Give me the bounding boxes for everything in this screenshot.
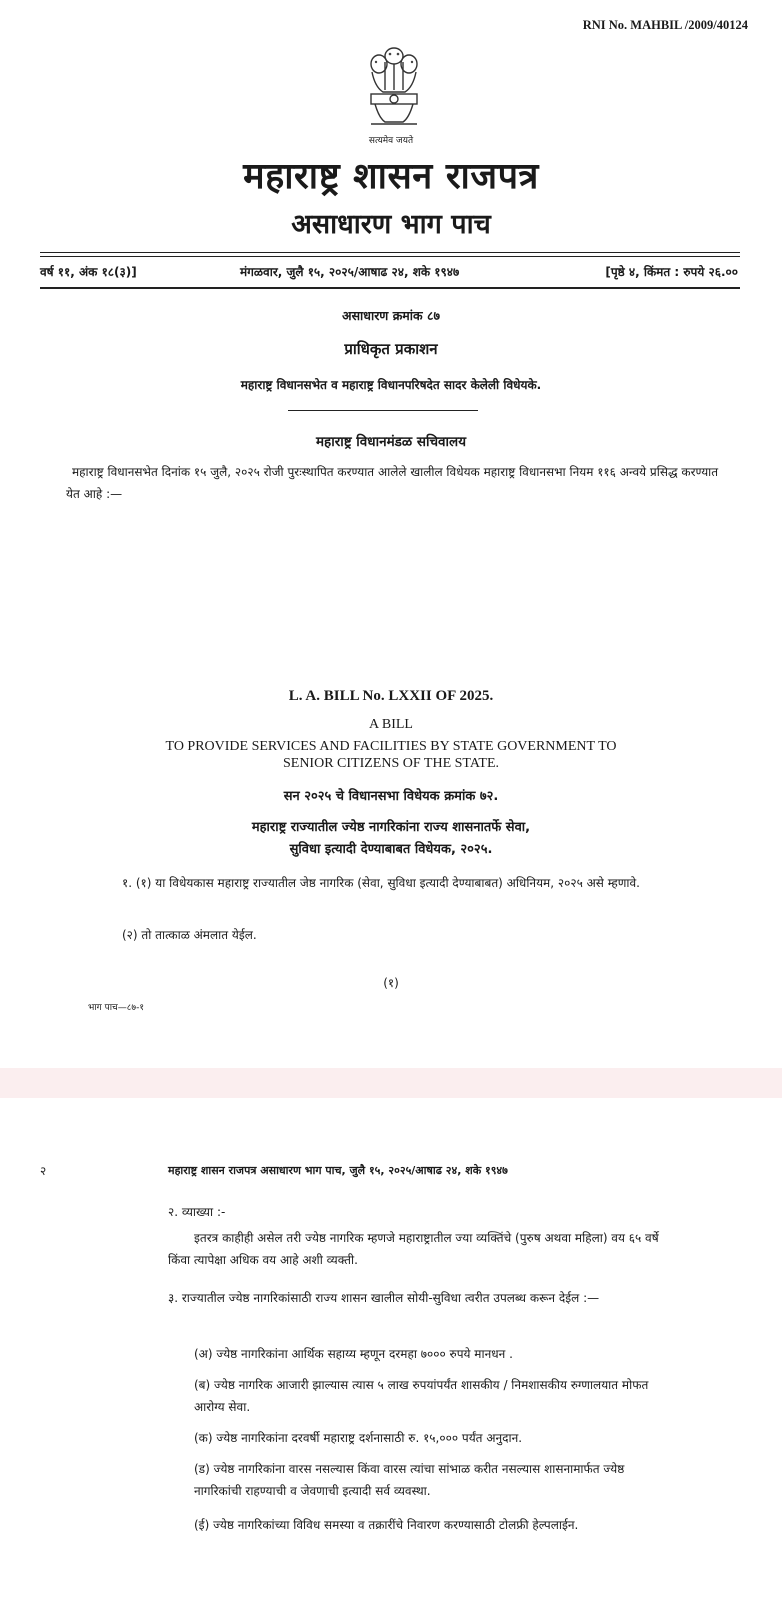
page-number: (१) (383, 976, 399, 990)
extraordinary-number: असाधारण क्रमांक ८७ (342, 308, 440, 323)
clause-a: (अ) ज्येष्ठ नागरिकांना आर्थिक सहाय्य म्हणून दरमहा ७००० रुपये मानधन . (194, 1347, 513, 1361)
authority-heading: प्राधिकृत प्रकाशन (344, 340, 438, 358)
clause-c: (क) ज्येष्ठ नागरिकांना दरवर्षी महाराष्ट्र दर्शनासाठी रु. १५,००० पर्यंत अनुदान. (194, 1431, 523, 1445)
clause-e: (ई) ज्येष्ठ नागरिकांच्या विविध समस्या व तक्रारींचे निवारण करण्यासाठी टोलफ्री हेल्पलाईन. (194, 1518, 579, 1532)
section-2-heading: २. व्याख्या :- (168, 1205, 226, 1219)
bill-purpose-line2: SENIOR CITIZENS OF THE STATE. (282, 756, 499, 771)
emblem-motto: सत्यमेव जयते (368, 136, 414, 146)
rni-number: RNI No. MAHBIL /2009/40124 (582, 18, 748, 32)
issue-number: वर्ष ११, अंक १८(३)] (40, 265, 137, 279)
page2-number: २ (40, 1164, 47, 1178)
bill-title-marathi-line1: महाराष्ट्र राज्यातील ज्येष्ठ नागरिकांना राज्य शासनातर्फे सेवा, (251, 820, 531, 835)
gazette-subtitle: असाधारण भाग पाच (291, 209, 491, 240)
pages-price: [पृष्ठे ४, किंमत : रुपये २६.०० (605, 265, 738, 279)
bill-purpose-line1: TO PROVIDE SERVICES AND FACILITIES BY STATE GOVERNMENT TO (165, 739, 617, 754)
clause-b: (ब) ज्येष्ठ नागरिक आजारी झाल्यास त्यास ५ लाख रुपयांपर्यंत शासकीय / निमशासकीय रुग्णालयात मोफत आरोग्य सेवा. (194, 1378, 649, 1414)
header-rule-top-double (40, 256, 740, 257)
bills-note: महाराष्ट्र विधानसभेत व महाराष्ट्र विधानपरिषदेत सादर केलेली विधेयके. (240, 378, 542, 392)
section-3-lead: ३. राज्यातील ज्येष्ठ नागरिकांसाठी राज्य शासन खालील सोयी-सुविधा त्वरीत उपलब्ध करून देईल :— (168, 1291, 600, 1305)
section-1: १. (१) या विधेयकास महाराष्ट्र राज्यातील जेष्ठ नागरिक (सेवा, सुविधा इत्यादी देण्याबाबत) अधिनियम, २०२५ असे म्हणावे. (122, 876, 640, 890)
page-footer: भाग पाच—८७-१ (88, 1003, 145, 1013)
section-divider (288, 410, 478, 411)
bill-title-marathi (120, 817, 662, 861)
page-separator (0, 1068, 782, 1098)
header-rule-bottom (40, 287, 740, 289)
national-emblem-icon (355, 42, 433, 142)
bill-purpose (100, 738, 682, 772)
section-1-sub-2: (२) तो तात्काळ अंमलात येईल. (122, 928, 257, 942)
section-2-body: इतरत्र काहीही असेल तरी ज्येष्ठ नागरिक म्हणजे महाराष्ट्रातील ज्या व्यक्तिंचे (पुरुष अथवा महिला) वय ६५ वर्षे किंवा त्यापेक्षा अधिक वय आहे अशी व्यक्ती. (168, 1231, 659, 1267)
clause-d: (ड) ज्येष्ठ नागरिकांना वारस नसल्यास किंवा वारस त्यांचा सांभाळ करीत नसल्यास शासनामार्फत ज्येष्ठ नागरिकांची राहण्याची व जेवणाची इत्यादी सर्व व्यवस्था. (194, 1462, 625, 1498)
bill-number-marathi: सन २०२५ चे विधानसभा विधेयक क्रमांक ७२. (283, 789, 499, 804)
issue-date: मंगळवार, जुलै १५, २०२५/आषाढ २४, शके १९४७ (240, 265, 460, 279)
secretariat-heading: महाराष्ट्र विधानमंडळ सचिवालय (315, 434, 467, 450)
a-bill-label: A BILL (369, 717, 413, 732)
gazette-title: महाराष्ट्र शासन राजपत्र (243, 155, 539, 197)
header-rule-top (40, 252, 740, 253)
bill-number: L. A. BILL No. LXXII OF 2025. (288, 688, 494, 704)
intro-paragraph: महाराष्ट्र विधानसभेत दिनांक १५ जुलै, २०२५ रोजी पुरःस्थापित करण्यात आलेले खालील विधेयक महाराष्ट्र विधानसभा नियम ११६ अन्वये प्रसिद्ध करण्यात येत आहे :— (66, 465, 719, 501)
page2-header: महाराष्ट्र शासन राजपत्र असाधारण भाग पाच, जुलै १५, २०२५/आषाढ २४, शके १९४७ (168, 1164, 508, 1177)
bill-title-marathi-line2: सुविधा इत्यादी देण्याबाबत विधेयक, २०२५. (289, 842, 493, 857)
